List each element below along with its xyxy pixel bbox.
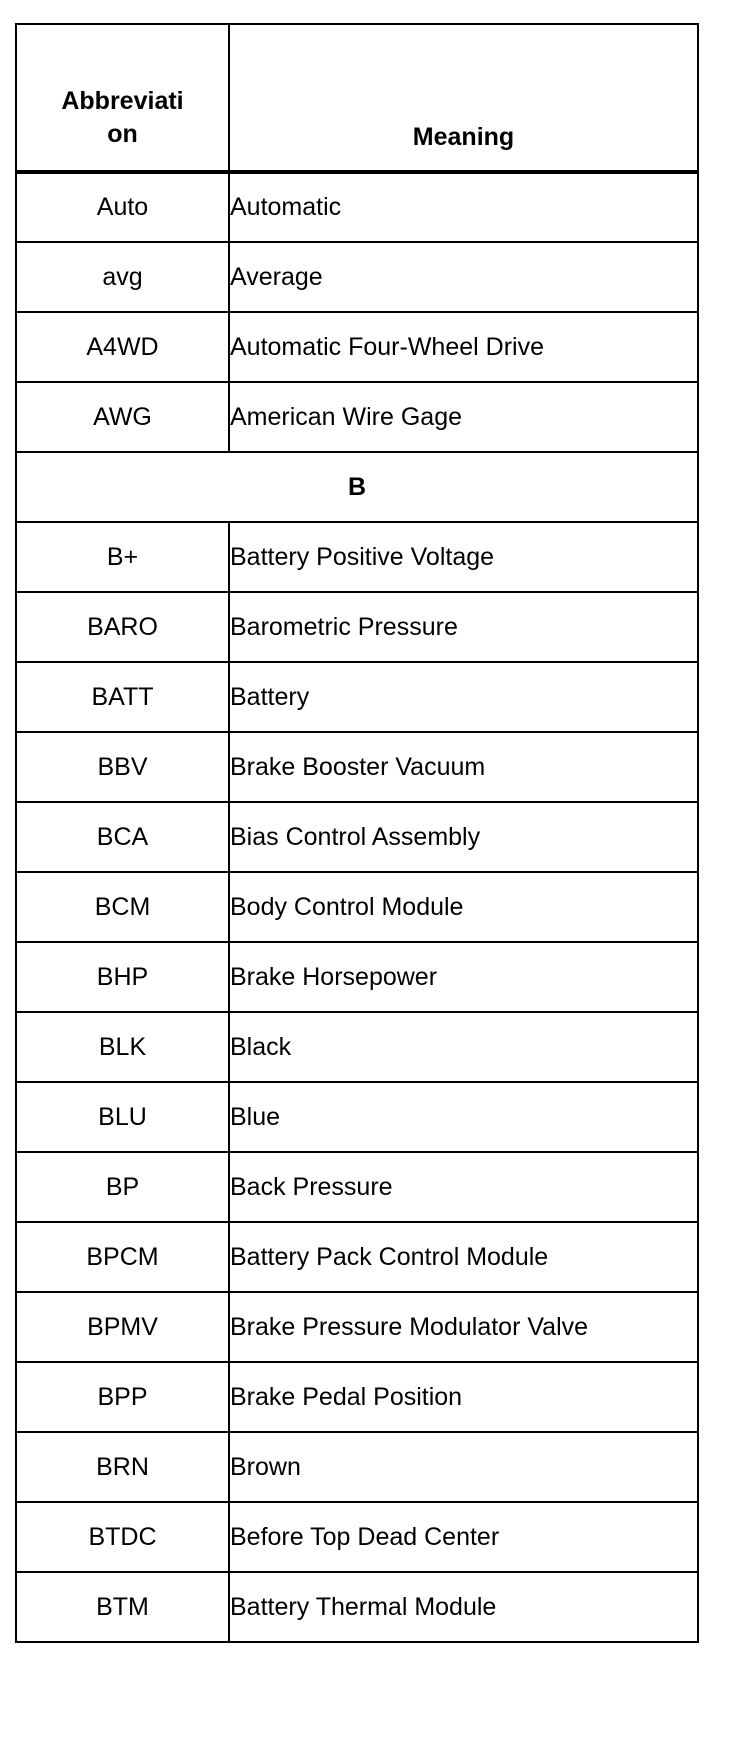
meaning-cell: Body Control Module (229, 872, 698, 942)
abbreviation-table-container (15, 23, 697, 1643)
table-row (16, 172, 698, 242)
meaning-cell: Black (229, 1012, 698, 1082)
abbreviation-cell: B+ (16, 522, 229, 592)
section-row-b (16, 452, 698, 522)
abbreviation-cell: BHP (16, 942, 229, 1012)
meaning-cell: Battery Pack Control Module (229, 1222, 698, 1292)
table-row (16, 382, 698, 452)
meaning-cell: Back Pressure (229, 1152, 698, 1222)
table-row (16, 802, 698, 872)
table-row (16, 1152, 698, 1222)
table-row (16, 312, 698, 382)
meaning-cell: Automatic Four-Wheel Drive (229, 312, 698, 382)
table-body (16, 172, 698, 1642)
column-header-abbreviation-line2: on (107, 120, 138, 149)
meaning-cell: Barometric Pressure (229, 592, 698, 662)
table-row (16, 942, 698, 1012)
table-row (16, 1012, 698, 1082)
abbreviation-table (15, 23, 699, 1643)
meaning-cell: Average (229, 242, 698, 312)
abbreviation-cell: BARO (16, 592, 229, 662)
meaning-cell: Brake Horsepower (229, 942, 698, 1012)
table-header (16, 24, 698, 172)
table-row (16, 1082, 698, 1152)
abbreviation-cell: BRN (16, 1432, 229, 1502)
abbreviation-cell: BTM (16, 1572, 229, 1642)
meaning-cell: Battery (229, 662, 698, 732)
abbreviation-cell: BLU (16, 1082, 229, 1152)
meaning-cell: Automatic (229, 172, 698, 242)
abbreviation-cell: BCM (16, 872, 229, 942)
header-row (16, 24, 698, 172)
meaning-cell: Blue (229, 1082, 698, 1152)
column-header-meaning: Meaning (229, 24, 698, 172)
abbreviation-cell: BTDC (16, 1502, 229, 1572)
column-header-abbreviation (16, 24, 229, 172)
meaning-cell: Brake Pedal Position (229, 1362, 698, 1432)
meaning-cell: Bias Control Assembly (229, 802, 698, 872)
meaning-cell: Brake Pressure Modulator Valve (229, 1292, 698, 1362)
abbreviation-cell: BP (16, 1152, 229, 1222)
meaning-cell: Battery Positive Voltage (229, 522, 698, 592)
abbreviation-cell: BLK (16, 1012, 229, 1082)
abbreviation-cell: BCA (16, 802, 229, 872)
table-row (16, 1292, 698, 1362)
abbreviation-cell: AWG (16, 382, 229, 452)
meaning-cell: Brake Booster Vacuum (229, 732, 698, 802)
abbreviation-cell: BATT (16, 662, 229, 732)
table-row (16, 522, 698, 592)
abbreviation-cell: avg (16, 242, 229, 312)
abbreviation-cell: Auto (16, 172, 229, 242)
abbreviation-cell: BPCM (16, 1222, 229, 1292)
table-row (16, 1432, 698, 1502)
column-header-abbreviation-line1: Abbreviati (61, 86, 184, 115)
table-row (16, 242, 698, 312)
abbreviation-cell: BPMV (16, 1292, 229, 1362)
meaning-cell: Battery Thermal Module (229, 1572, 698, 1642)
table-row (16, 1222, 698, 1292)
table-row (16, 1502, 698, 1572)
abbreviation-cell: BBV (16, 732, 229, 802)
abbreviation-cell: A4WD (16, 312, 229, 382)
meaning-cell: Brown (229, 1432, 698, 1502)
table-row (16, 732, 698, 802)
table-row (16, 592, 698, 662)
table-row (16, 1362, 698, 1432)
table-row (16, 1572, 698, 1642)
table-row (16, 872, 698, 942)
abbreviation-cell: BPP (16, 1362, 229, 1432)
meaning-cell: American Wire Gage (229, 382, 698, 452)
table-row (16, 662, 698, 732)
meaning-cell: Before Top Dead Center (229, 1502, 698, 1572)
section-heading-b: B (16, 452, 698, 522)
